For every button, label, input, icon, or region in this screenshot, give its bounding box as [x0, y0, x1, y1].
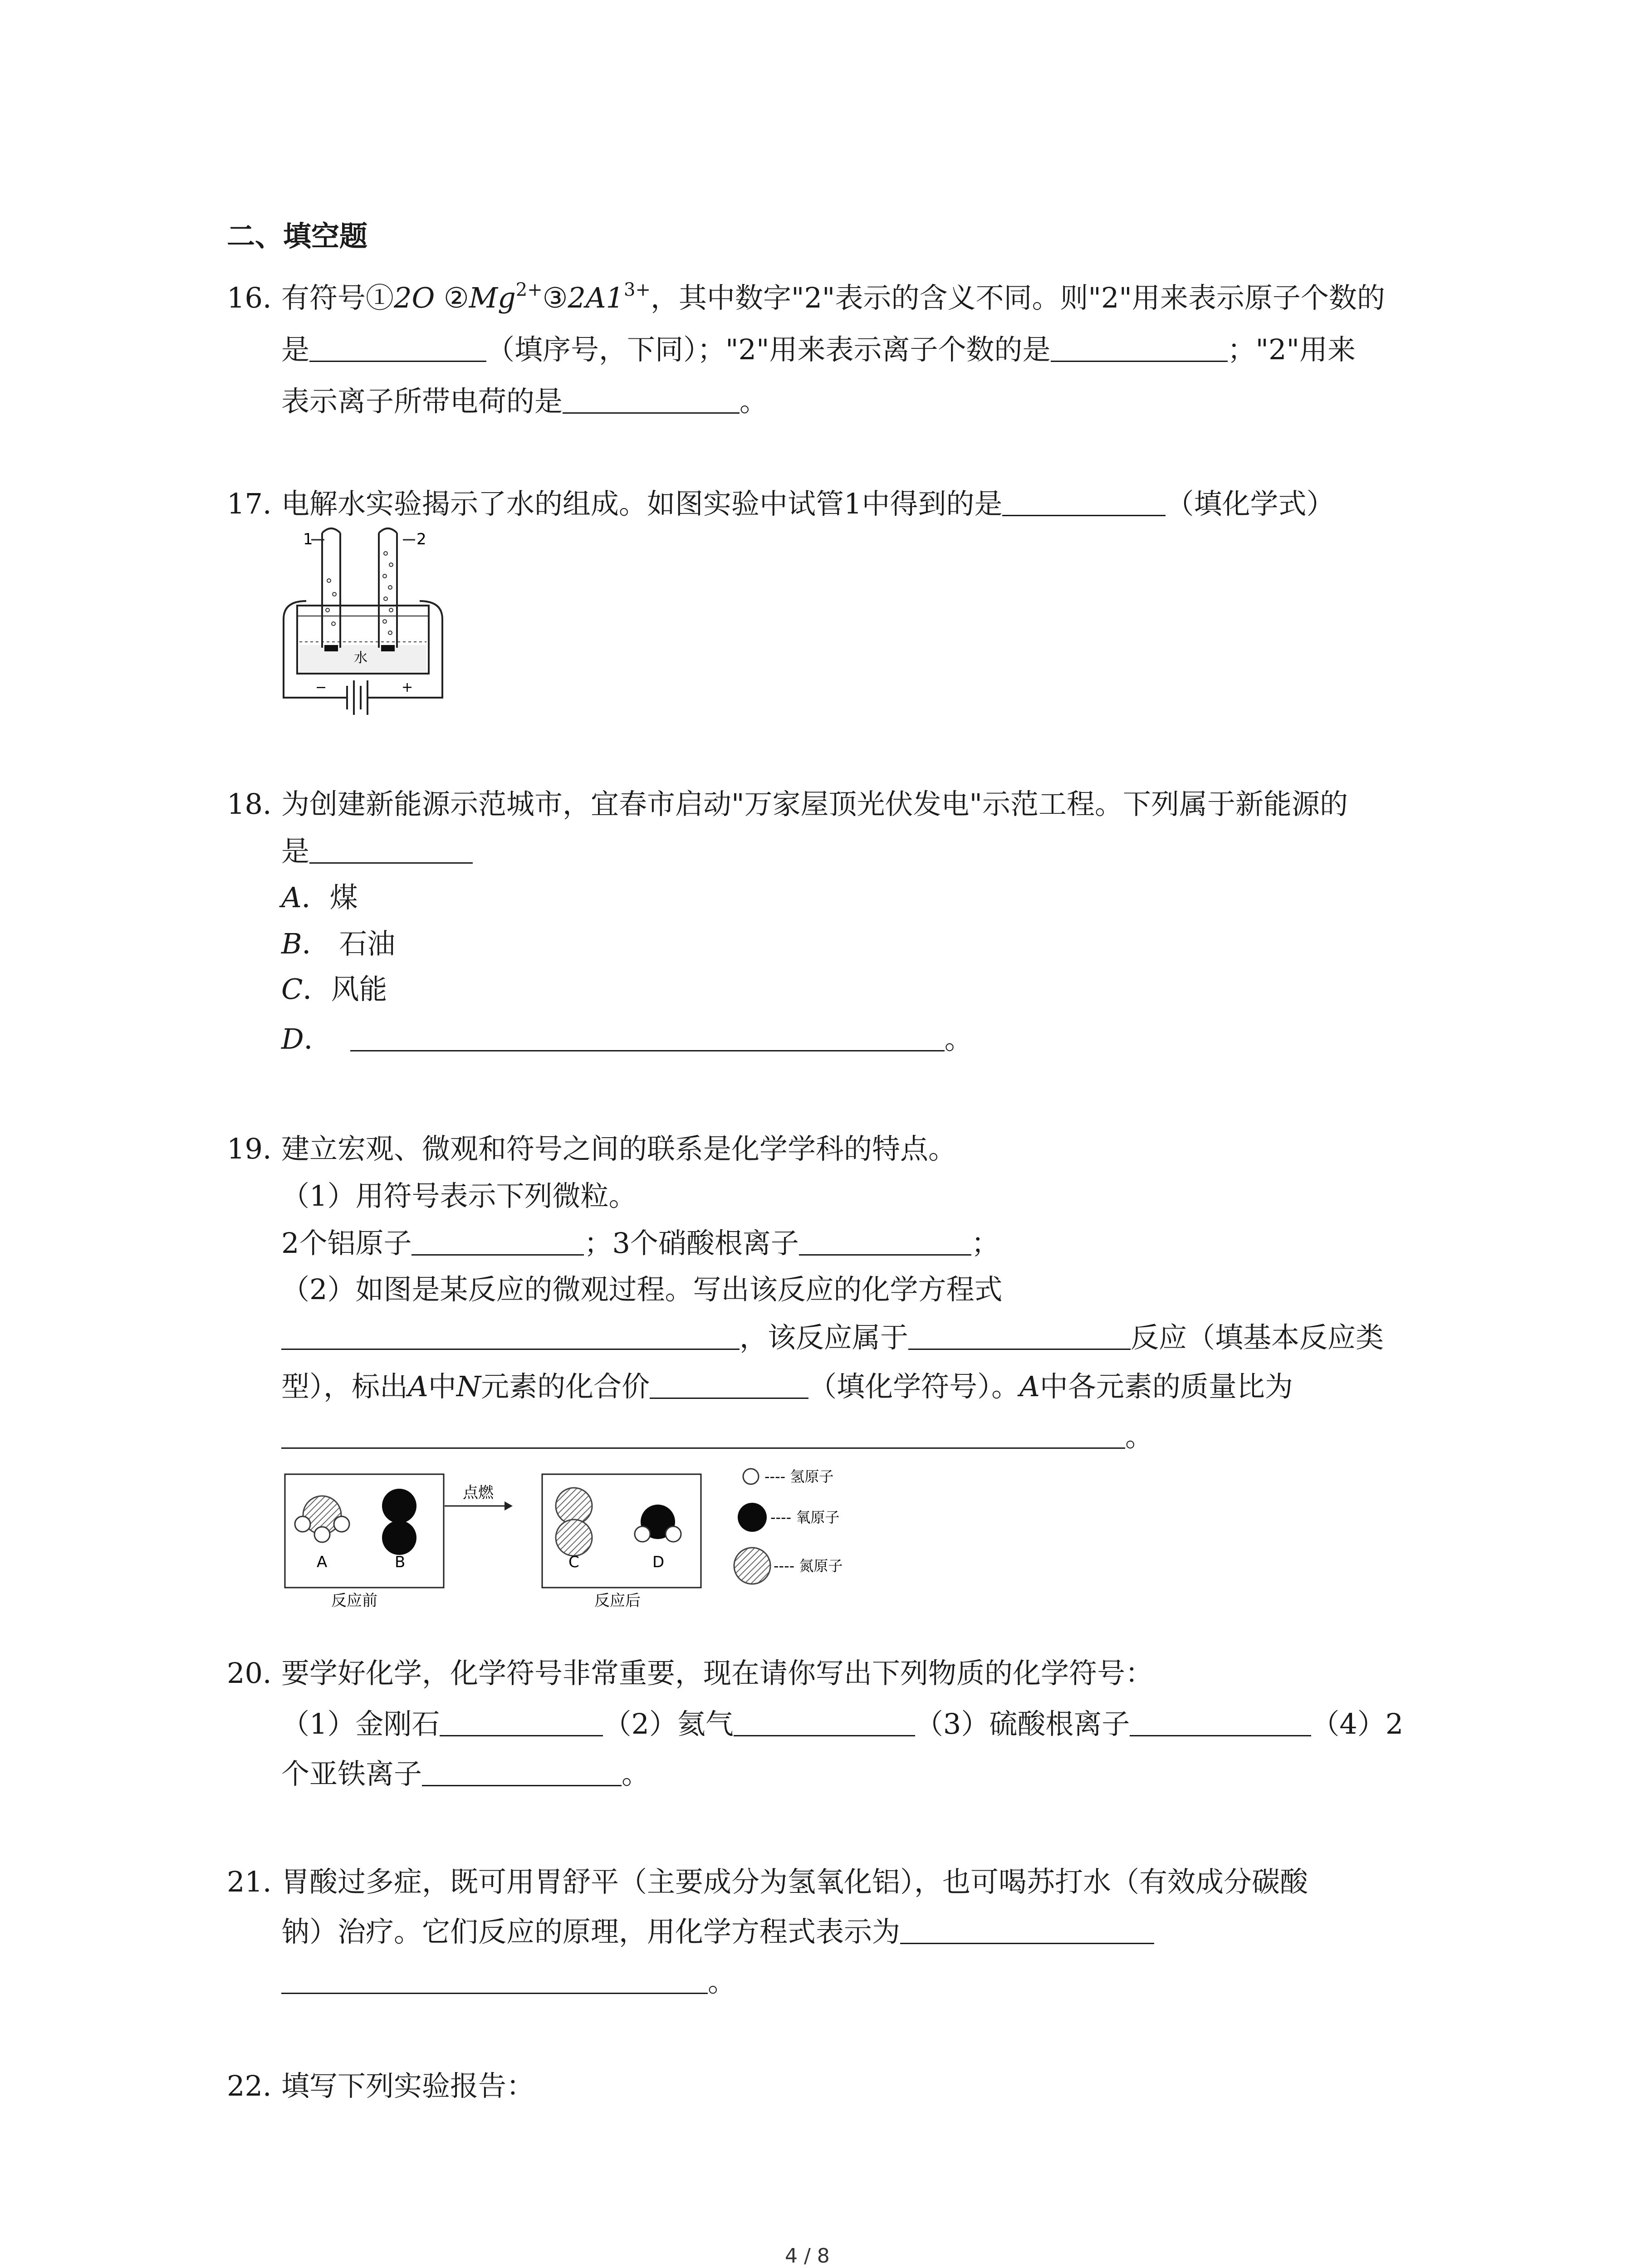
question-number-18: 18. — [227, 787, 272, 821]
q20-answer-blank-4[interactable] — [422, 1760, 622, 1786]
q18-option-d[interactable] — [281, 1022, 973, 1056]
q16-symbol-3: 2A1 — [568, 281, 624, 314]
q19-text: 反应（填基本反应类 — [1131, 1321, 1384, 1354]
q19-text: 2个铝原子 — [281, 1227, 412, 1260]
q19-text: 。 — [1125, 1420, 1154, 1453]
water-label: 水 — [354, 650, 367, 666]
q16-text: 是 — [281, 333, 310, 366]
q20-answer-blank-2[interactable] — [734, 1711, 915, 1736]
q19-text: ； — [971, 1227, 999, 1260]
q19-text: A — [1019, 1370, 1040, 1403]
q16-text: （填序号，下同）；"2"用来表示离子个数的是 — [486, 333, 1051, 366]
q18-text: 是 — [281, 835, 310, 868]
q16-line-2 — [281, 333, 1356, 366]
q19-text: ；3个硝酸根离子 — [584, 1227, 799, 1260]
q19-line-5 — [281, 1321, 1384, 1354]
legend-oxygen: ---- 氧原子 — [770, 1509, 840, 1526]
question-number-22: 22. — [227, 2069, 272, 2102]
q21-line-2 — [281, 1915, 1154, 1948]
q21-text: 钠）治疗。它们反应的原理，用化学方程式表示为 — [281, 1915, 901, 1948]
q19-text: 元素的化合价 — [481, 1370, 650, 1403]
option-text: ．煤 — [301, 881, 358, 914]
q16-text: ，其中数字"2"表示的含义不同。则"2"用来表示原子个数的 — [650, 281, 1385, 314]
q18-answer-blank[interactable] — [309, 838, 473, 864]
q21-text: 。 — [708, 1965, 736, 1998]
q19-line-4: （2）如图是某反应的微观过程。写出该反应的化学方程式 — [281, 1273, 1003, 1306]
question-number-19: 19. — [227, 1132, 272, 1165]
q18-option-c[interactable] — [281, 973, 387, 1006]
q20-line-3 — [281, 1757, 650, 1790]
q16-symbol-2-charge: 2+ — [515, 279, 543, 300]
q16-symbol-2: Mg — [469, 281, 516, 314]
q19-line-1: 建立宏观、微观和符号之间的联系是化学学科的特点。 — [281, 1132, 957, 1165]
q20-text: （4）2 — [1311, 1707, 1404, 1740]
q19-equation-blank[interactable] — [281, 1324, 740, 1350]
q19-text: A — [408, 1370, 428, 1403]
q18-option-a[interactable] — [281, 881, 358, 914]
q16-text: ② — [435, 281, 469, 314]
q20-line-2 — [281, 1707, 1404, 1740]
q20-text: 个亚铁离子 — [281, 1757, 422, 1790]
negative-terminal-label: − — [315, 679, 327, 695]
q16-text: 表示离子所带电荷的是 — [281, 385, 563, 418]
q22-line-1: 填写下列实验报告： — [281, 2069, 535, 2102]
option-text: ． 石油 — [302, 927, 396, 960]
option-letter: B — [281, 927, 302, 960]
q20-line-1: 要学好化学，化学符号非常重要，现在请你写出下列物质的化学符号： — [281, 1657, 1154, 1690]
molecule-d-label: D — [652, 1553, 665, 1571]
q19-answer-blank-1[interactable] — [411, 1230, 584, 1256]
q16-text: 。 — [740, 385, 768, 418]
q17-text: （填化学式） — [1166, 487, 1335, 520]
q16-text: ③ — [542, 281, 568, 314]
q19-valence-blank[interactable] — [650, 1373, 808, 1399]
option-text: ． — [304, 1022, 332, 1056]
q16-symbol-1: 2O — [394, 281, 435, 314]
positive-terminal-label: + — [402, 679, 413, 695]
q19-text: 中各元素的质量比为 — [1039, 1370, 1293, 1403]
q18-option-d-blank[interactable] — [350, 1026, 945, 1051]
tube-1-label: 1 — [303, 530, 313, 548]
question-number-20: 20. — [227, 1657, 272, 1690]
option-letter: A — [281, 881, 302, 914]
q16-line-1 — [281, 279, 1385, 314]
q19-text: ，该反应属于 — [740, 1321, 909, 1354]
q19-text: 中 — [428, 1370, 456, 1403]
q17-line-1 — [281, 487, 1335, 520]
question-number-16: 16. — [227, 281, 272, 314]
q17-answer-blank[interactable] — [1002, 490, 1166, 516]
q16-symbol-3-charge: 3+ — [624, 279, 651, 300]
q20-text: （3）硫酸根离子 — [915, 1707, 1130, 1740]
q19-line-7 — [281, 1422, 1153, 1451]
q16-text: 有符号① — [281, 281, 394, 314]
q20-text: 。 — [622, 1757, 650, 1790]
q16-answer-blank-2[interactable] — [1051, 336, 1228, 362]
q21-answer-blank-1[interactable] — [900, 1918, 1154, 1944]
q21-answer-blank-2[interactable] — [281, 1968, 708, 1994]
q19-mass-ratio-blank[interactable] — [281, 1423, 1125, 1449]
q16-answer-blank-1[interactable] — [309, 336, 486, 362]
q19-text: N — [456, 1370, 481, 1403]
molecule-c-label: C — [568, 1553, 579, 1571]
legend-hydrogen: ---- 氢原子 — [764, 1468, 834, 1485]
q16-line-3 — [281, 385, 768, 418]
q18-line-1: 为创建新能源示范城市，宜春市启动"万家屋顶光伏发电"示范工程。下列属于新能源的 — [281, 787, 1348, 821]
ignition-label: 点燃 — [463, 1484, 494, 1502]
after-reaction-label: 反应后 — [594, 1592, 641, 1610]
q20-answer-blank-3[interactable] — [1130, 1711, 1311, 1736]
page-number: 4 / 8 — [785, 2244, 830, 2268]
option-letter: D — [281, 1022, 304, 1056]
q19-reaction-type-blank[interactable] — [908, 1324, 1131, 1350]
option-letter: C — [281, 973, 303, 1006]
question-number-17: 17. — [227, 487, 272, 520]
q16-text: ；"2"用来 — [1227, 333, 1356, 366]
q18-line-2 — [281, 835, 473, 868]
q19-text: （填化学符号）。 — [808, 1370, 1020, 1403]
option-text: 。 — [944, 1022, 973, 1056]
electrolysis-apparatus-figure — [272, 526, 454, 735]
q16-answer-blank-3[interactable] — [563, 388, 740, 414]
q19-line-2: （1）用符号表示下列微粒。 — [281, 1179, 637, 1212]
q19-line-3 — [281, 1227, 999, 1260]
option-text: ．风能 — [303, 973, 387, 1006]
q20-text: （2）氦气 — [603, 1707, 734, 1740]
q21-line-3 — [281, 1965, 736, 1998]
molecule-a-label: A — [317, 1553, 328, 1571]
q21-line-1: 胃酸过多症，既可用胃舒平（主要成分为氢氧化铝），也可喝苏打水（有效成分碳酸 — [281, 1865, 1308, 1898]
tube-2-label: 2 — [416, 530, 426, 548]
before-reaction-label: 反应前 — [331, 1592, 377, 1610]
q20-text: （1）金刚石 — [281, 1707, 440, 1740]
q18-option-b[interactable] — [281, 927, 396, 960]
q17-text: 电解水实验揭示了水的组成。如图实验中试管1中得到的是 — [281, 487, 1003, 520]
legend-nitrogen: ---- 氮原子 — [774, 1557, 843, 1574]
reaction-micro-process-figure — [277, 1461, 921, 1615]
section-title: 二、填空题 — [227, 220, 368, 253]
q19-text: 型），标出 — [281, 1370, 408, 1403]
q20-answer-blank-1[interactable] — [440, 1711, 603, 1736]
q19-line-6 — [281, 1370, 1293, 1403]
question-number-21: 21. — [227, 1865, 272, 1898]
q19-answer-blank-2[interactable] — [799, 1230, 971, 1256]
molecule-b-label: B — [395, 1553, 406, 1571]
